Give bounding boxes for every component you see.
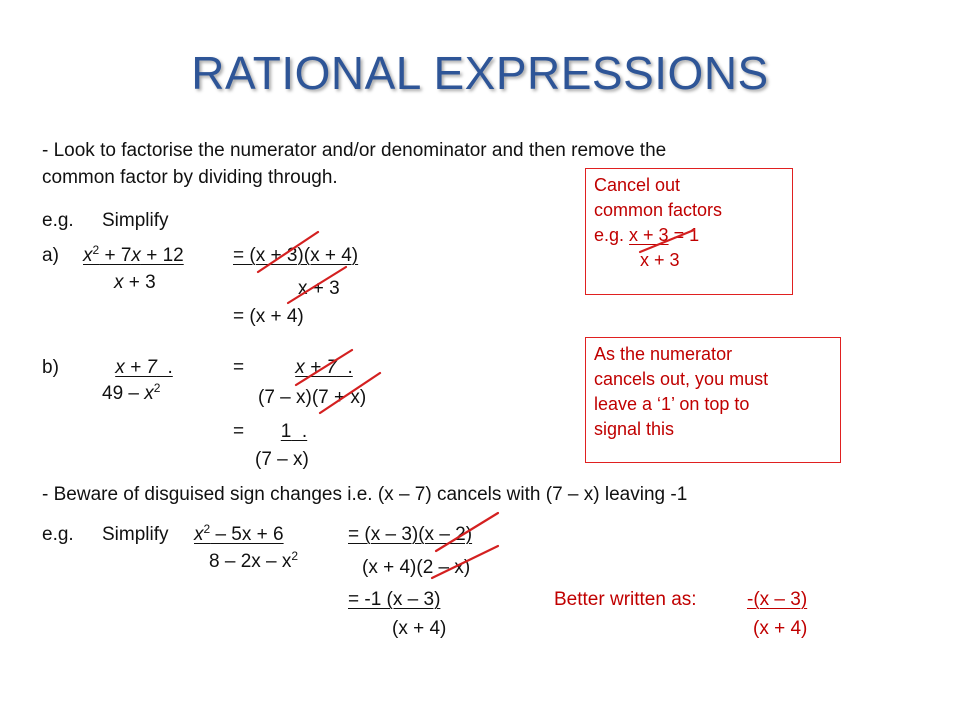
example-2-step2-numerator: = -1 (x – 3) bbox=[348, 589, 441, 610]
part-a-step2: = (x + 4) bbox=[233, 306, 304, 327]
numerator-tip-line-3: leave a ‘1’ on top to bbox=[594, 394, 750, 414]
numerator-tip-line-2: cancels out, you must bbox=[594, 369, 769, 389]
numerator-tip-box bbox=[585, 337, 841, 463]
part-b-denominator: $49 - x^2$ bbox=[102, 381, 161, 404]
part-b-step1-equals: = bbox=[233, 357, 245, 378]
intro-line-2: common factor by dividing through. bbox=[42, 167, 338, 188]
simplify-label: Simplify bbox=[102, 210, 169, 231]
cancel-tip-line-3: e.g. x + 3 = 1 bbox=[594, 225, 700, 245]
part-b-label: b) bbox=[42, 357, 59, 378]
part-a-step1-denominator: x + 3 bbox=[298, 278, 340, 299]
part-a-label: a) bbox=[42, 245, 59, 266]
example-2-numerator: $x^2 - 5x + 6$ bbox=[194, 522, 284, 545]
part-a-step1-numerator: = (x + 3)(x + 4) bbox=[233, 245, 359, 266]
example-label: e.g. bbox=[42, 210, 74, 231]
example-2-denominator: $8 - 2x - x^2$ bbox=[209, 549, 299, 572]
cancel-tip-line-2: common factors bbox=[594, 200, 723, 220]
example-2-simplify: Simplify bbox=[102, 524, 169, 545]
part-b-step2-equals: = bbox=[233, 421, 245, 442]
example-2-step2-denominator: (x + 4) bbox=[392, 618, 447, 639]
part-b-step2-denominator: (7 – x) bbox=[255, 449, 309, 470]
example-2-step1-denominator: (x + 4)(2 – x) bbox=[362, 557, 471, 578]
example-2-label: e.g. bbox=[42, 524, 74, 545]
part-a-numerator: $x^2 + 7x + 12$ bbox=[83, 243, 184, 266]
part-b-step1-denominator: (7 – x)(7 + x) bbox=[258, 387, 367, 408]
part-b-numerator: x + 7 . bbox=[115, 357, 173, 378]
numerator-tip-line-4: signal this bbox=[594, 419, 675, 439]
example-2-step1-numerator: = (x – 3)(x – 2) bbox=[348, 524, 473, 545]
numerator-tip-line-1: As the numerator bbox=[594, 344, 733, 364]
cancel-tip-box bbox=[585, 168, 793, 295]
part-b-step1-numerator: x + 7 . bbox=[295, 357, 353, 378]
cancel-tip-line-1: Cancel out bbox=[594, 175, 681, 195]
part-b-step2-numerator: 1 . bbox=[280, 421, 308, 442]
page-title: RATIONAL EXPRESSIONS bbox=[191, 47, 769, 99]
intro-line-1: - Look to factorise the numerator and/or denominator and then remove the bbox=[42, 140, 667, 161]
part-a-denominator: x + 3 bbox=[114, 272, 156, 293]
better-written-numerator: -(x – 3) bbox=[747, 589, 808, 610]
cancel-tip-line-4: x + 3 bbox=[640, 250, 680, 270]
beware-note: - Beware of disguised sign changes i.e. (x – 7) cancels with (7 – x) leaving -1 bbox=[42, 484, 688, 505]
better-written-label: Better written as: bbox=[554, 589, 697, 610]
better-written-denominator: (x + 4) bbox=[753, 618, 808, 639]
